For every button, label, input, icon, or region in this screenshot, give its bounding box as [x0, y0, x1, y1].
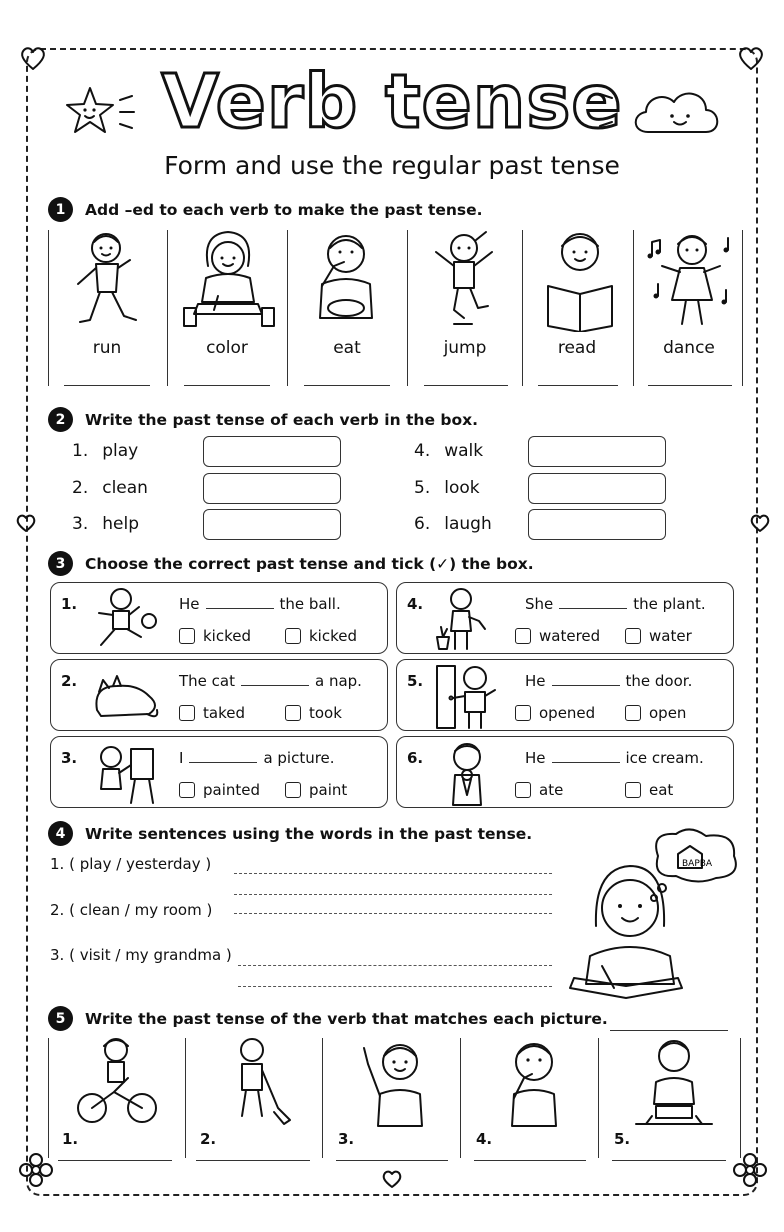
column-divider: [633, 230, 634, 386]
section-instruction: Choose the correct past tense and tick (✓) the box.: [85, 554, 534, 573]
boy-eating-ice-cream-illustration: [437, 739, 497, 807]
item-number: 2.: [200, 1130, 217, 1148]
boy-brushing-teeth-illustration: [494, 1036, 574, 1128]
svg-text:BAPBA: BAPBA: [682, 859, 713, 869]
column-divider: [185, 1038, 186, 1158]
section-4-header: [48, 821, 532, 846]
boy-sweeping-illustration: [220, 1036, 300, 1128]
section-5-header: [48, 1006, 608, 1031]
section-1-header: [48, 197, 483, 222]
list-item: 2. clean: [72, 478, 148, 498]
answer-line[interactable]: [336, 1160, 448, 1161]
item-number: 4.: [476, 1130, 493, 1148]
option-checkbox[interactable]: kicked: [285, 627, 357, 645]
answer-line[interactable]: [238, 986, 552, 987]
boy-running-illustration: [66, 226, 146, 332]
option-checkbox[interactable]: open: [625, 704, 686, 722]
girl-coloring-illustration: [178, 226, 278, 332]
boy-opening-door-illustration: [433, 662, 503, 730]
girl-writing-illustration: [566, 826, 756, 1012]
section-3-header: [48, 551, 534, 576]
option-checkbox[interactable]: ate: [515, 781, 563, 799]
verb-label-color: color: [206, 338, 248, 358]
answer-line[interactable]: [58, 1160, 172, 1161]
verb-label-jump: jump: [443, 338, 487, 358]
item-number: 3.: [338, 1130, 355, 1148]
column-divider: [740, 1038, 741, 1158]
answer-box[interactable]: [203, 473, 341, 504]
answer-line[interactable]: [648, 385, 732, 386]
answer-box[interactable]: [528, 436, 666, 467]
option-checkbox[interactable]: took: [285, 704, 342, 722]
column-divider: [407, 230, 408, 386]
column-divider: [522, 230, 523, 386]
question-card: 6. He ice cream. ate eat: [396, 736, 734, 808]
music-note-icon: [722, 290, 727, 305]
cat-napping-illustration: [87, 670, 163, 722]
music-note-icon: [648, 240, 661, 259]
boy-riding-bike-illustration: [76, 1036, 160, 1128]
column-divider: [167, 230, 168, 386]
option-checkbox[interactable]: painted: [179, 781, 260, 799]
girl-dancing-illustration: [646, 226, 736, 332]
boy-kicking-ball-illustration: [91, 585, 161, 653]
section-2-header: [48, 407, 478, 432]
question-card: 4. She the plant. watered water: [396, 582, 734, 654]
option-checkbox[interactable]: water: [625, 627, 692, 645]
section-number-badge: 2: [48, 407, 73, 432]
option-checkbox[interactable]: opened: [515, 704, 595, 722]
item-number: 1.: [62, 1130, 79, 1148]
answer-line[interactable]: [538, 385, 618, 386]
question-card: 1. He the ball. kicked kicked: [50, 582, 388, 654]
column-divider: [48, 1038, 49, 1158]
list-item: 1. play: [72, 441, 139, 461]
verb-label-dance: dance: [663, 338, 715, 358]
answer-line[interactable]: [64, 385, 150, 386]
girl-painting-illustration: [91, 741, 161, 805]
column-divider: [460, 1038, 461, 1158]
column-divider: [598, 1038, 599, 1158]
section-instruction: Write sentences using the words in the past tense.: [85, 824, 533, 843]
question-card: 3. I a picture. painted paint: [50, 736, 388, 808]
answer-box[interactable]: [203, 509, 341, 540]
section-number-badge: 4: [48, 821, 73, 846]
question-card: 2. The cat a nap. taked took: [50, 659, 388, 731]
heart-icon: [748, 512, 772, 534]
section-instruction: Write the past tense of the verb that matches each picture.: [85, 1009, 608, 1028]
flower-icon: [730, 1150, 770, 1190]
option-checkbox[interactable]: watered: [515, 627, 600, 645]
question-card: 5. He the door. opened open: [396, 659, 734, 731]
section-number-badge: 5: [48, 1006, 73, 1031]
option-checkbox[interactable]: paint: [285, 781, 347, 799]
answer-line[interactable]: [238, 965, 552, 966]
verb-label-run: run: [92, 338, 122, 358]
heart-icon: [14, 512, 38, 534]
column-divider: [322, 1038, 323, 1158]
girl-jumping-illustration: [424, 226, 504, 332]
boy-eating-illustration: [300, 226, 390, 332]
boy-waving-illustration: [356, 1036, 436, 1128]
option-checkbox[interactable]: eat: [625, 781, 673, 799]
section-instruction: Write the past tense of each verb in the box.: [85, 410, 478, 429]
item-number: 5.: [614, 1130, 631, 1148]
section-number-badge: 1: [48, 197, 73, 222]
answer-line[interactable]: [304, 385, 390, 386]
answer-line[interactable]: [474, 1160, 586, 1161]
flower-icon: [16, 1150, 56, 1190]
section-number-badge: 3: [48, 551, 73, 576]
list-item: 5. look: [414, 478, 480, 498]
answer-box[interactable]: [528, 509, 666, 540]
sentence-prompt: 2. ( clean / my room ): [50, 901, 213, 919]
music-note-icon: [654, 284, 659, 299]
option-checkbox[interactable]: kicked: [179, 627, 251, 645]
answer-line[interactable]: [424, 385, 508, 386]
answer-line[interactable]: [612, 1160, 726, 1161]
page-title: Verb tense: [161, 59, 623, 145]
list-item: 6. laugh: [414, 514, 492, 534]
verb-label-eat: eat: [333, 338, 361, 358]
list-item: 4. walk: [414, 441, 484, 461]
column-divider: [287, 230, 288, 386]
answer-line[interactable]: [610, 1030, 728, 1031]
section-instruction: Add –ed to each verb to make the past tense.: [85, 200, 483, 219]
list-item: 3. help: [72, 514, 139, 534]
verb-label-read: read: [557, 338, 597, 358]
boy-cooking-illustration: [632, 1036, 716, 1128]
cloud-icon: [596, 80, 736, 144]
column-divider: [48, 230, 49, 386]
music-note-icon: [724, 238, 729, 253]
heart-icon: [380, 1168, 404, 1190]
girl-watering-plant-illustration: [431, 585, 501, 653]
column-divider: [742, 230, 743, 386]
answer-box[interactable]: [203, 436, 341, 467]
option-checkbox[interactable]: taked: [179, 704, 245, 722]
sentence-prompt: 3. ( visit / my grandma ): [50, 946, 232, 964]
page-subtitle: Form and use the regular past tense: [164, 151, 620, 180]
sentence-prompt: 1. ( play / yesterday ): [50, 855, 212, 873]
boy-reading-illustration: [540, 226, 620, 332]
answer-line[interactable]: [196, 1160, 310, 1161]
answer-line[interactable]: [184, 385, 270, 386]
answer-line[interactable]: [234, 913, 552, 914]
answer-line[interactable]: [234, 873, 552, 874]
answer-box[interactable]: [528, 473, 666, 504]
answer-line[interactable]: [234, 894, 552, 895]
